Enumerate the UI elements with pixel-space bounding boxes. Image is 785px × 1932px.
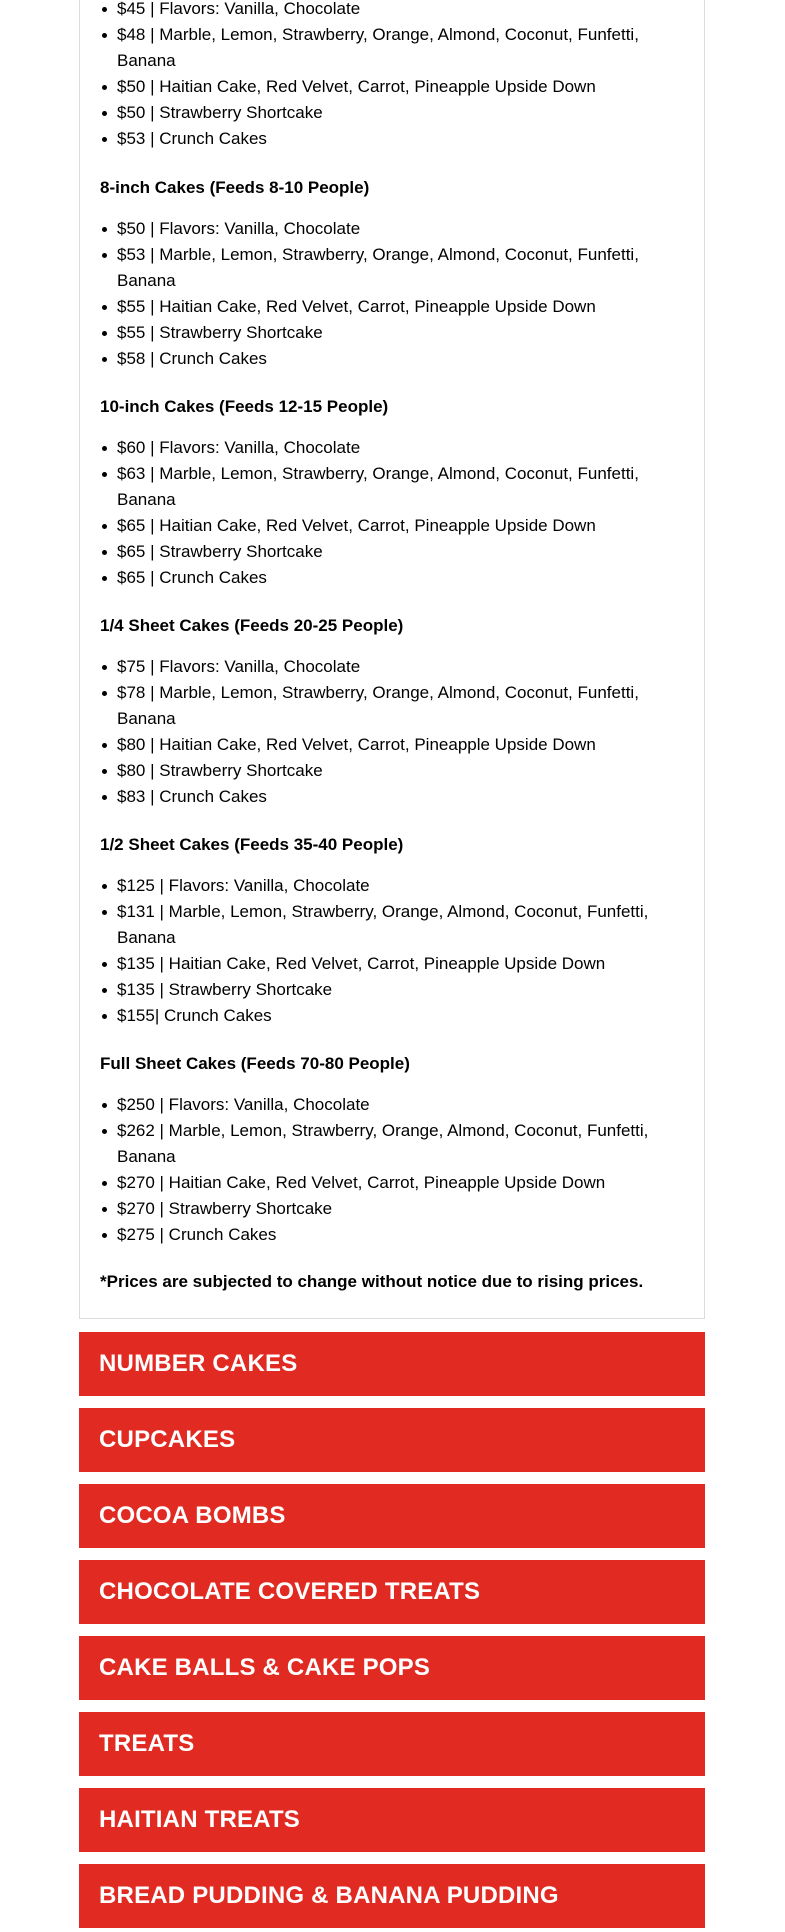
price-section-10-inch — [100, 435, 690, 591]
section-heading-8-inch: 8-inch Cakes (Feeds 8-10 People) — [100, 178, 370, 197]
section-heading-10-inch: 10-inch Cakes (Feeds 12-15 People) — [100, 397, 389, 416]
section-heading-quarter-sheet: 1/4 Sheet Cakes (Feeds 20-25 People) — [100, 616, 404, 635]
price-list — [100, 0, 690, 152]
list-item: $78 | Marble, Lemon, Strawberry, Orange, Almond, Coconut, Funfetti, Banana — [100, 680, 690, 732]
list-item: $135 | Strawberry Shortcake — [100, 977, 690, 1003]
price-section-quarter-sheet — [100, 654, 690, 810]
section-heading-full-sheet: Full Sheet Cakes (Feeds 70-80 People) — [100, 1054, 410, 1073]
list-item: $250 | Flavors: Vanilla, Chocolate — [100, 1092, 690, 1118]
price-section-6-inch — [100, 0, 690, 152]
list-item: $55 | Strawberry Shortcake — [100, 320, 690, 346]
accordion-number-cakes[interactable]: NUMBER CAKES — [79, 1332, 705, 1396]
list-item: $80 | Strawberry Shortcake — [100, 758, 690, 784]
list-item: $262 | Marble, Lemon, Strawberry, Orange, Almond, Coconut, Funfetti, Banana — [100, 1118, 690, 1170]
price-list — [100, 1092, 690, 1248]
list-item: $125 | Flavors: Vanilla, Chocolate — [100, 873, 690, 899]
accordion-cocoa-bombs[interactable]: COCOA BOMBS — [79, 1484, 705, 1548]
list-item: $50 | Strawberry Shortcake — [100, 100, 690, 126]
price-section-full-sheet — [100, 1092, 690, 1248]
section-heading-half-sheet: 1/2 Sheet Cakes (Feeds 35-40 People) — [100, 835, 404, 854]
list-item: $131 | Marble, Lemon, Strawberry, Orange, Almond, Coconut, Funfetti, Banana — [100, 899, 690, 951]
list-item: $53 | Crunch Cakes — [100, 126, 690, 152]
price-list — [100, 435, 690, 591]
list-item: $48 | Marble, Lemon, Strawberry, Orange, Almond, Coconut, Funfetti, Banana — [100, 22, 690, 74]
list-item: $50 | Haitian Cake, Red Velvet, Carrot, Pineapple Upside Down — [100, 74, 690, 100]
list-item: $60 | Flavors: Vanilla, Chocolate — [100, 435, 690, 461]
list-item: $275 | Crunch Cakes — [100, 1222, 690, 1248]
list-item: $65 | Crunch Cakes — [100, 565, 690, 591]
price-section-8-inch — [100, 216, 690, 372]
accordion-bread-pudding-banana-pudding[interactable]: BREAD PUDDING & BANANA PUDDING — [79, 1864, 705, 1928]
list-item: $58 | Crunch Cakes — [100, 346, 690, 372]
list-item: $270 | Haitian Cake, Red Velvet, Carrot, Pineapple Upside Down — [100, 1170, 690, 1196]
list-item: $80 | Haitian Cake, Red Velvet, Carrot, Pineapple Upside Down — [100, 732, 690, 758]
list-item: $83 | Crunch Cakes — [100, 784, 690, 810]
accordion-chocolate-covered-treats[interactable]: CHOCOLATE COVERED TREATS — [79, 1560, 705, 1624]
list-item: $55 | Haitian Cake, Red Velvet, Carrot, Pineapple Upside Down — [100, 294, 690, 320]
list-item: $75 | Flavors: Vanilla, Chocolate — [100, 654, 690, 680]
pricing-panel — [79, 0, 705, 1319]
price-list — [100, 216, 690, 372]
accordion-cupcakes[interactable]: CUPCAKES — [79, 1408, 705, 1472]
list-item: $65 | Haitian Cake, Red Velvet, Carrot, Pineapple Upside Down — [100, 513, 690, 539]
price-change-note: *Prices are subjected to change without notice due to rising prices. — [100, 1272, 644, 1291]
list-item: $65 | Strawberry Shortcake — [100, 539, 690, 565]
accordion-cake-balls-cake-pops[interactable]: CAKE BALLS & CAKE POPS — [79, 1636, 705, 1700]
list-item: $45 | Flavors: Vanilla, Chocolate — [100, 0, 690, 22]
list-item: $155| Crunch Cakes — [100, 1003, 690, 1029]
price-list — [100, 654, 690, 810]
accordion-haitian-treats[interactable]: HAITIAN TREATS — [79, 1788, 705, 1852]
accordion-treats[interactable]: TREATS — [79, 1712, 705, 1776]
list-item: $50 | Flavors: Vanilla, Chocolate — [100, 216, 690, 242]
price-list — [100, 873, 690, 1029]
list-item: $270 | Strawberry Shortcake — [100, 1196, 690, 1222]
price-section-half-sheet — [100, 873, 690, 1029]
list-item: $135 | Haitian Cake, Red Velvet, Carrot, Pineapple Upside Down — [100, 951, 690, 977]
list-item: $63 | Marble, Lemon, Strawberry, Orange, Almond, Coconut, Funfetti, Banana — [100, 461, 690, 513]
list-item: $53 | Marble, Lemon, Strawberry, Orange, Almond, Coconut, Funfetti, Banana — [100, 242, 690, 294]
